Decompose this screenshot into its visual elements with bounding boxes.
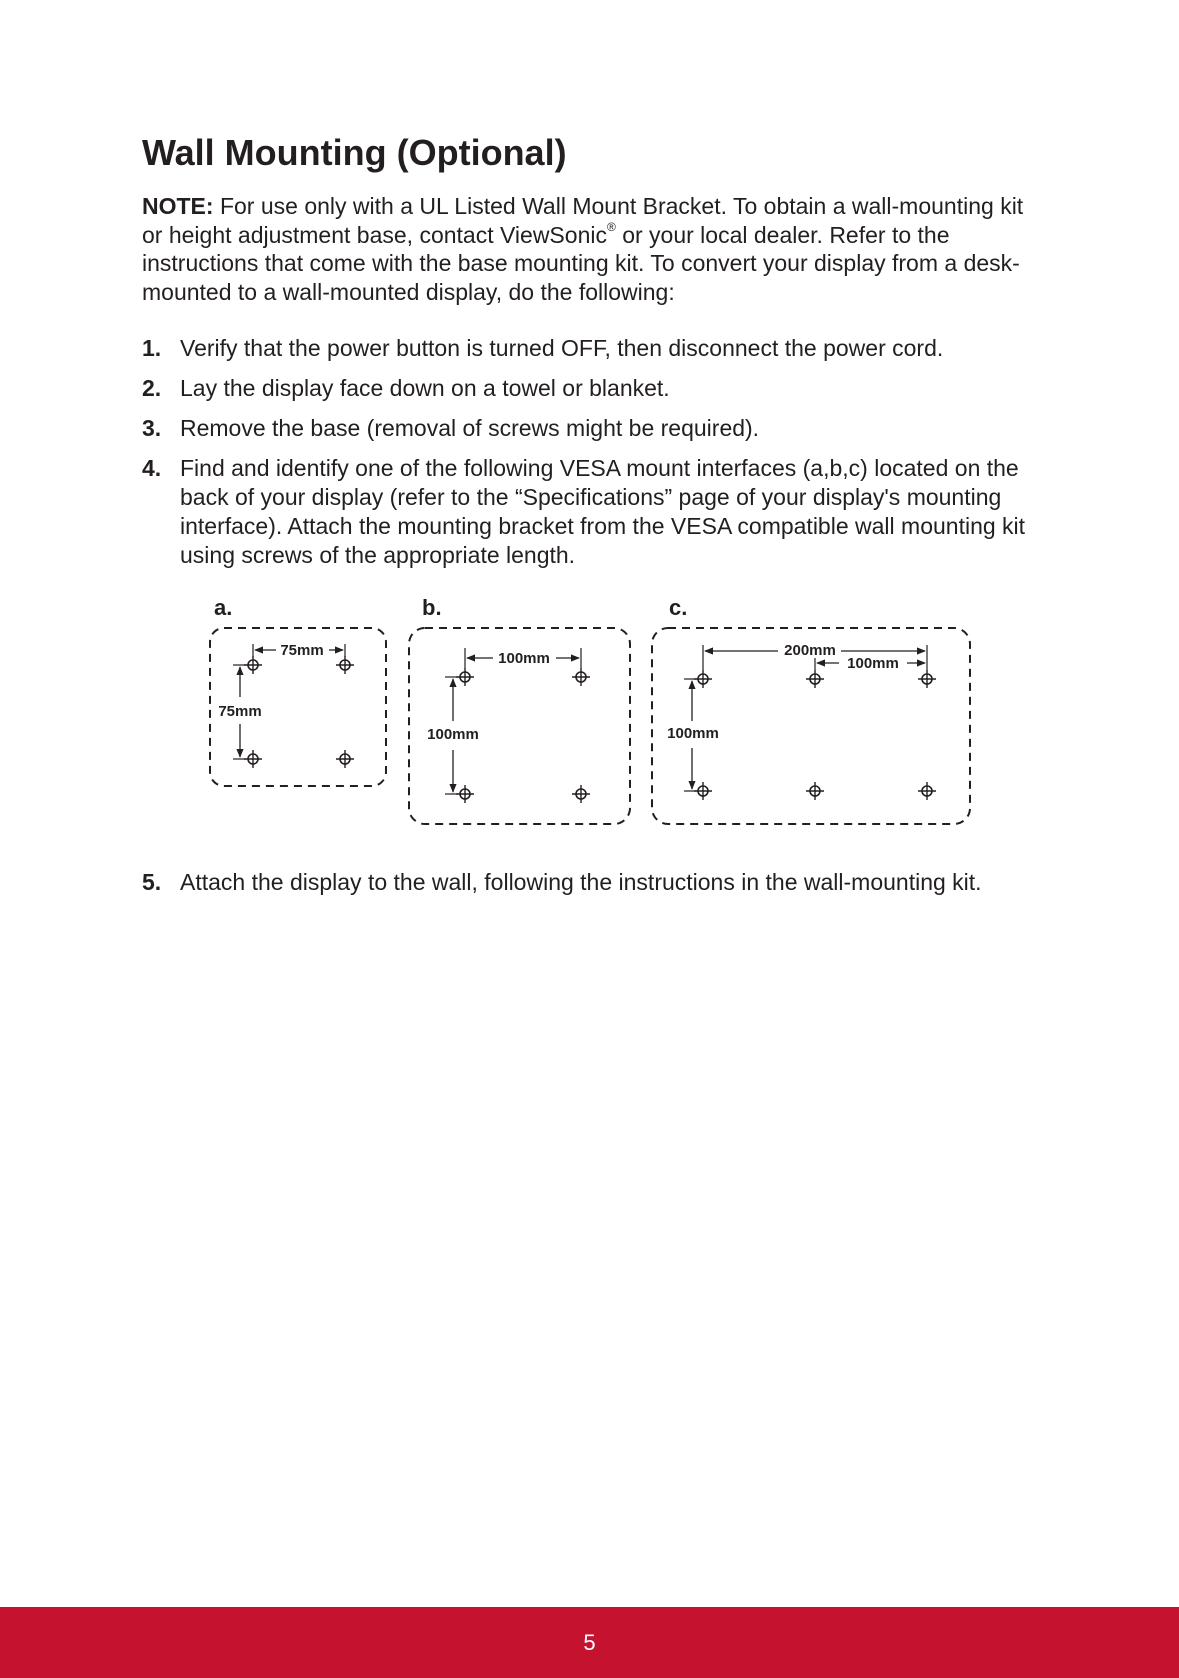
step-item	[142, 868, 1042, 897]
mount-hole-icon	[456, 785, 474, 803]
page-title: Wall Mounting (Optional)	[142, 132, 567, 173]
note-text-2: or your local dealer. Refer to the instructions that come with the base mounting kit. To convert your display from a desk-mounted to a wall-mounted display, do the following:	[142, 221, 1020, 305]
step-item	[142, 454, 1042, 570]
step-number: 2.	[142, 375, 162, 401]
panel-c-spacing-dimension: 100mm	[847, 655, 899, 672]
mount-hole-icon	[918, 782, 936, 800]
panel-b-vertical-dimension: 100mm	[427, 726, 479, 743]
panel-a-horizontal-dimension: 75mm	[280, 642, 324, 659]
panel-c-vertical-dimension: 100mm	[667, 725, 719, 742]
registered-mark: ®	[606, 219, 616, 234]
step-item	[142, 334, 1042, 363]
panel-c-label: c.	[669, 595, 688, 620]
step-number: 1.	[142, 335, 162, 361]
mount-hole-icon	[918, 670, 936, 688]
page-footer	[0, 1607, 1179, 1678]
step-text: Attach the display to the wall, following the instructions in the wall-mounting kit.	[180, 869, 982, 895]
step-text: Find and identify one of the following VESA mount interfaces (a,b,c) located on the back of your display (refer to the “Specifications” page of your display's mounting interface). Attach the mounting bracket from the VESA compatible wall mounting kit using screws of the appropriate length.	[180, 455, 1026, 568]
mount-hole-icon	[244, 750, 262, 768]
mount-hole-icon	[456, 668, 474, 686]
step-item	[142, 414, 1042, 443]
vesa-diagram	[200, 590, 980, 830]
step-item	[142, 374, 1042, 403]
note-paragraph	[142, 192, 1042, 306]
mount-hole-icon	[572, 785, 590, 803]
mount-hole-icon	[244, 656, 262, 674]
step-number: 3.	[142, 415, 162, 441]
page-number: 5	[583, 1629, 596, 1655]
panel-c-total-dimension: 200mm	[784, 642, 836, 659]
panel-b	[409, 595, 630, 824]
steps-list	[142, 334, 1042, 581]
note-label: NOTE:	[142, 193, 214, 219]
mount-hole-icon	[806, 670, 824, 688]
step-number: 5.	[142, 869, 162, 895]
steps-list-continued	[142, 868, 1042, 897]
step-text: Remove the base (removal of screws might be required).	[180, 415, 760, 441]
note-text-1: For use only with a UL Listed Wall Mount Bracket. To obtain a wall-mounting kit or height adjustment base, contact ViewSonic	[142, 193, 1024, 248]
panel-a	[210, 595, 386, 786]
step-number: 4.	[142, 455, 162, 481]
mount-hole-icon	[806, 782, 824, 800]
mount-hole-icon	[336, 656, 354, 674]
step-text: Verify that the power button is turned OFF, then disconnect the power cord.	[180, 335, 944, 361]
panel-a-vertical-dimension: 75mm	[218, 703, 262, 720]
panel-c	[652, 595, 970, 824]
mount-hole-icon	[572, 668, 590, 686]
step-text: Lay the display face down on a towel or blanket.	[180, 375, 670, 401]
panel-a-label: a.	[214, 595, 233, 620]
mount-hole-icon	[336, 750, 354, 768]
panel-b-horizontal-dimension: 100mm	[498, 650, 550, 667]
panel-b-label: b.	[422, 595, 442, 620]
